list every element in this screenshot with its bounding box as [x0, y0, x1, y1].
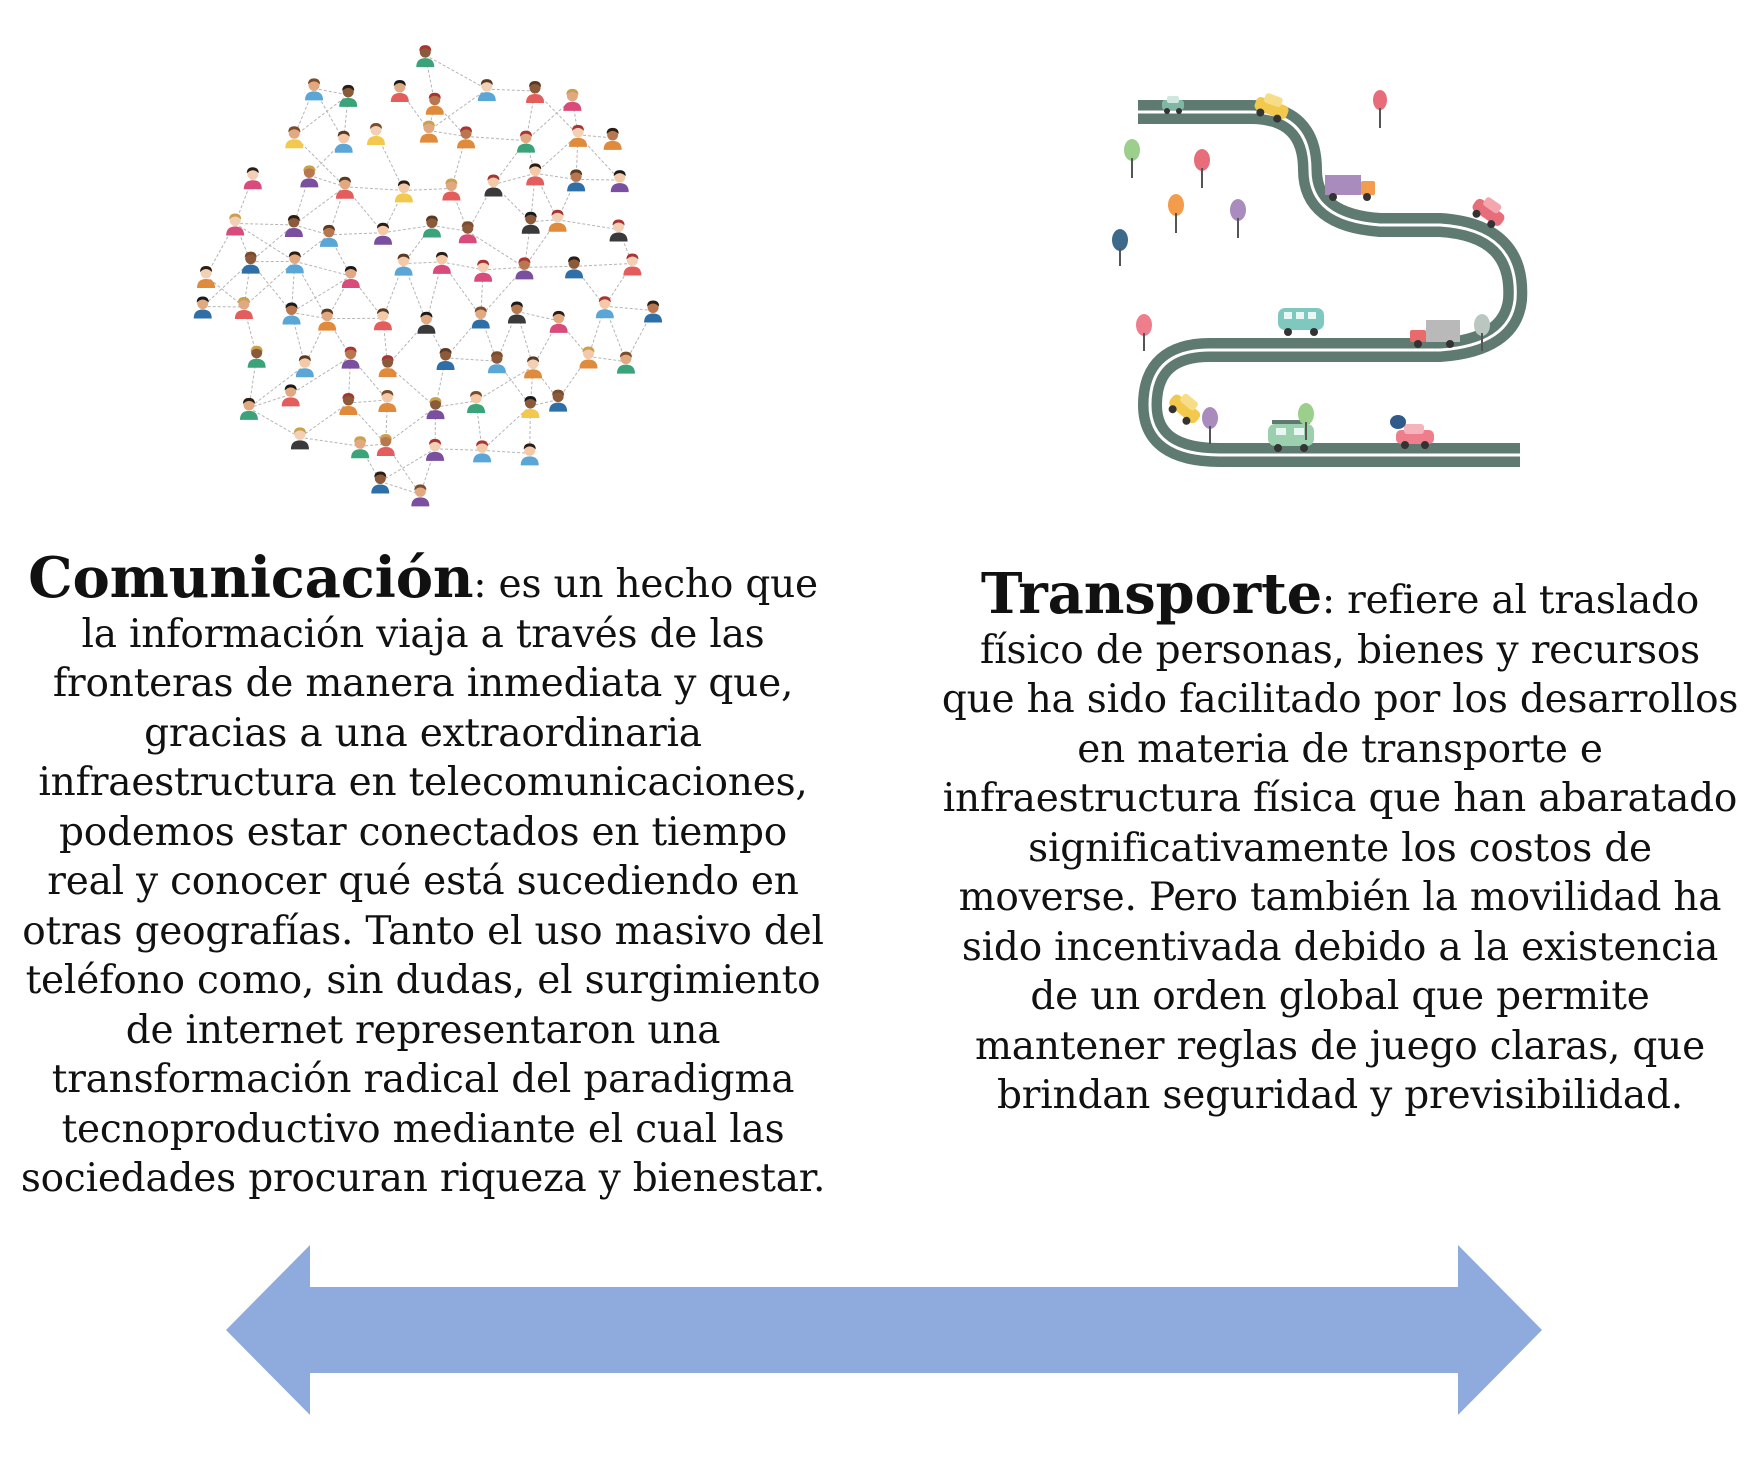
person-avatar-icon — [282, 384, 300, 406]
person-avatar-icon — [242, 252, 260, 274]
person-avatar-icon — [285, 126, 303, 148]
person-avatar-icon — [417, 312, 435, 334]
person-avatar-icon — [320, 225, 338, 247]
person-avatar-icon — [427, 397, 445, 419]
person-avatar-icon — [342, 347, 360, 369]
person-avatar-icon — [240, 398, 258, 420]
person-avatar-icon — [371, 471, 389, 493]
comunicacion-term: Comunicación — [28, 545, 474, 611]
person-avatar-icon — [488, 351, 506, 373]
person-avatar-icon — [567, 169, 585, 191]
person-avatar-icon — [367, 123, 385, 145]
person-avatar-icon — [374, 308, 392, 330]
person-avatar-icon — [515, 257, 533, 279]
people-network-icon — [180, 30, 680, 510]
person-avatar-icon — [550, 311, 568, 333]
comunicacion-description — [18, 545, 828, 1204]
person-avatar-icon — [517, 131, 535, 153]
person-avatar-icon — [426, 93, 444, 115]
winding-road-vehicles-icon — [1110, 70, 1570, 500]
person-avatar-icon — [644, 300, 662, 322]
car-icon — [1164, 388, 1206, 429]
person-avatar-icon — [335, 131, 353, 153]
transporte-term: Transporte — [980, 561, 1323, 627]
person-avatar-icon — [521, 396, 539, 418]
person-avatar-icon — [478, 79, 496, 101]
person-avatar-icon — [391, 80, 409, 102]
person-avatar-icon — [484, 175, 502, 197]
person-avatar-icon — [474, 260, 492, 282]
transporte-description — [940, 561, 1740, 1121]
person-avatar-icon — [522, 212, 540, 234]
network-people — [194, 45, 662, 506]
person-avatar-icon — [459, 221, 477, 243]
person-avatar-icon — [473, 440, 491, 462]
person-avatar-icon — [300, 165, 318, 187]
person-avatar-icon — [521, 443, 539, 465]
person-avatar-icon — [524, 356, 542, 378]
person-avatar-icon — [565, 256, 583, 278]
van-icon — [1278, 308, 1324, 336]
person-avatar-icon — [610, 220, 628, 242]
person-avatar-icon — [286, 251, 304, 273]
person-avatar-icon — [623, 253, 641, 275]
person-avatar-icon — [395, 180, 413, 202]
person-avatar-icon — [318, 309, 336, 331]
person-avatar-icon — [226, 213, 244, 235]
person-avatar-icon — [197, 266, 215, 288]
person-avatar-icon — [374, 223, 392, 245]
person-avatar-icon — [296, 355, 314, 377]
person-avatar-icon — [235, 297, 253, 319]
vehicles — [1162, 90, 1510, 452]
person-avatar-icon — [342, 266, 360, 288]
person-avatar-icon — [351, 436, 369, 458]
person-avatar-icon — [604, 128, 622, 150]
person-avatar-icon — [442, 178, 460, 200]
comunicacion-definition: : es un hecho que la información viaja a través de las fronteras de manera inmediata y que, gracias a una extraordinaria infraestructura en telecomunicaciones, podemos estar conectados en tiempo real y conocer qué está sucediendo en otras geografías. Tanto el uso masivo del teléfono como, sin dudas, el surgimiento de internet representaron una transformación radical del paradigma tecnoproductivo mediante el cual las sociedades procuran riqueza y bienestar. — [20, 562, 826, 1201]
person-avatar-icon — [339, 85, 357, 107]
person-avatar-icon — [194, 297, 212, 319]
person-avatar-icon — [563, 89, 581, 111]
person-avatar-icon — [395, 254, 413, 276]
person-avatar-icon — [416, 45, 434, 67]
truck-icon — [1325, 175, 1375, 201]
transporte-definition: : refiere al traslado físico de personas, bienes y recursos que ha sido facilitado por los desarrollos en materia de transporte e infraestructura física que han abaratado significativamente los costos de moverse. Pero también la movilidad ha sido incentivada debido a la existencia de un orden global que permite mantener reglas de juego claras, que brindan seguridad y previsibilidad. — [941, 578, 1739, 1118]
person-avatar-icon — [339, 393, 357, 415]
person-avatar-icon — [426, 439, 444, 461]
person-avatar-icon — [379, 355, 397, 377]
person-avatar-icon — [526, 81, 544, 103]
person-avatar-icon — [285, 215, 303, 237]
person-avatar-icon — [467, 391, 485, 413]
person-avatar-icon — [248, 346, 266, 368]
person-avatar-icon — [411, 484, 429, 506]
person-avatar-icon — [617, 352, 635, 374]
double-headed-arrow-icon — [226, 1245, 1542, 1415]
person-avatar-icon — [244, 167, 262, 189]
